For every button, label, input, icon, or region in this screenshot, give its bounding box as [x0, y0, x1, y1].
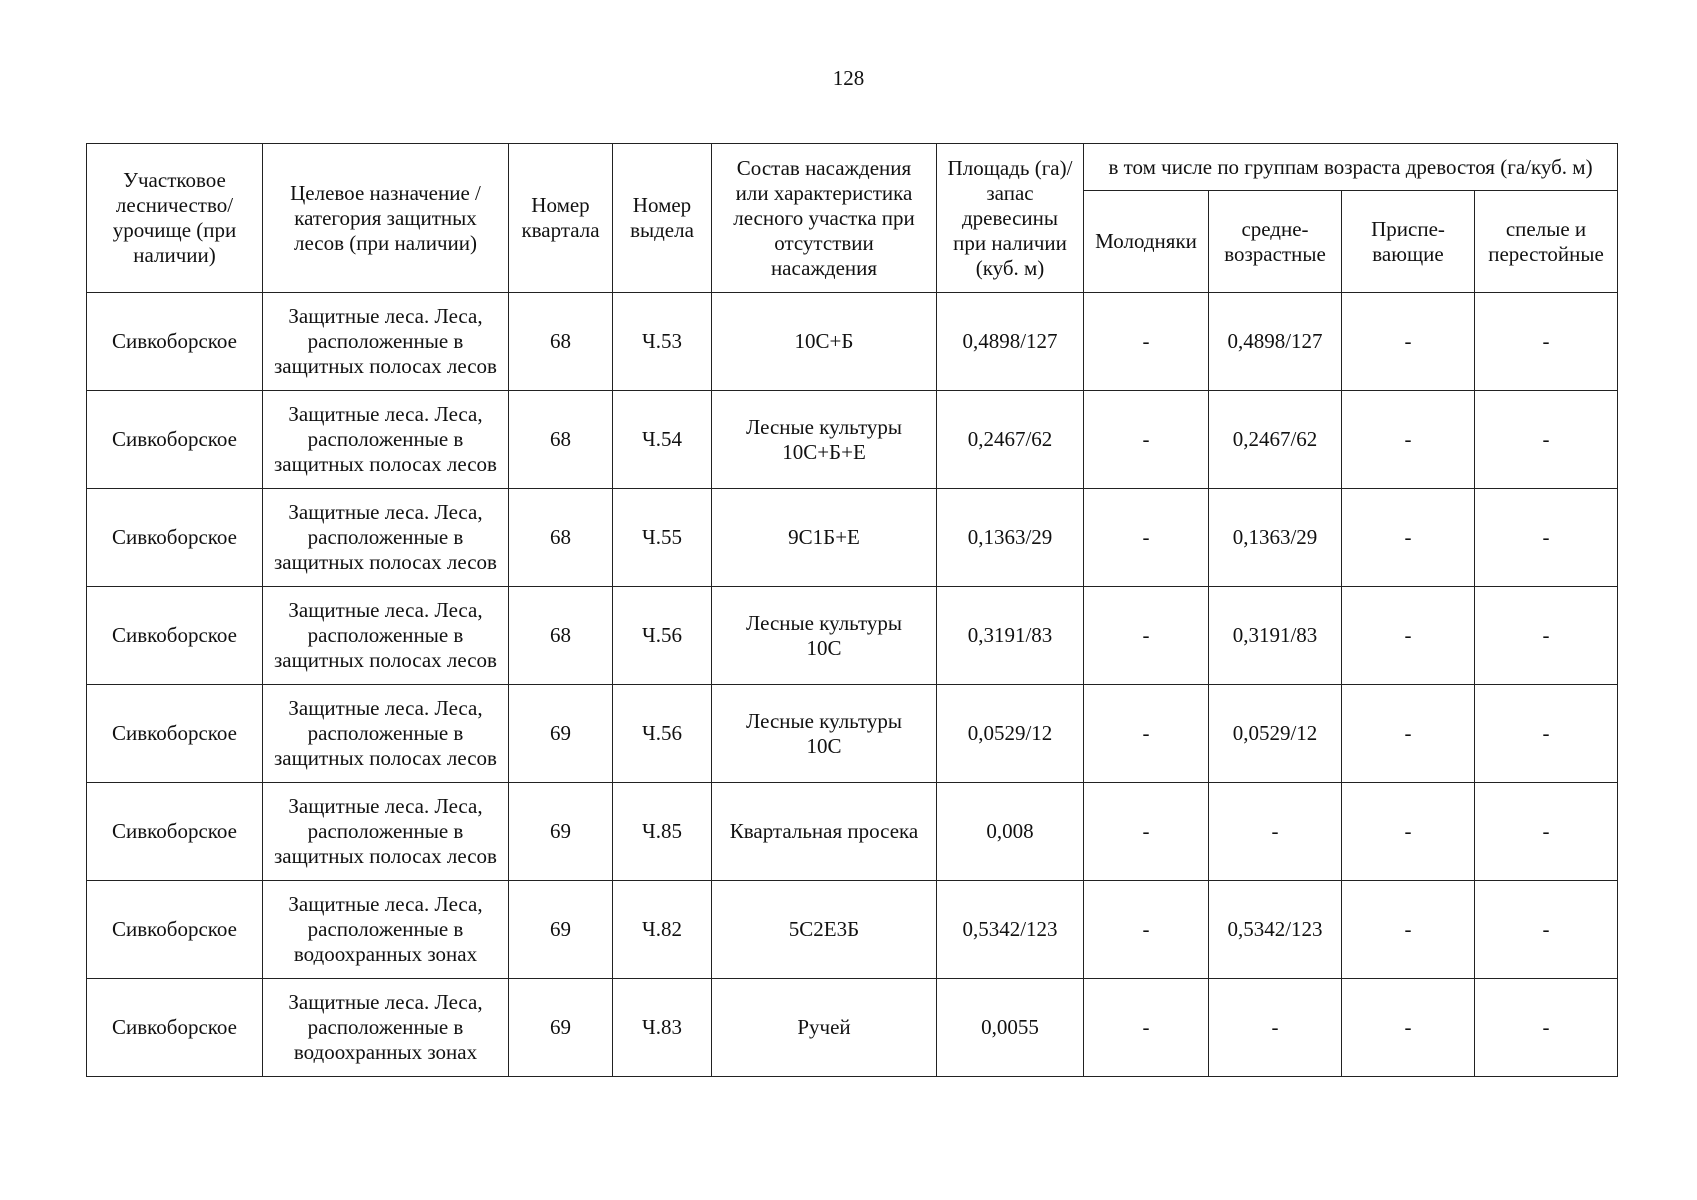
cell-middle: - — [1209, 783, 1342, 881]
forest-plots-table — [86, 143, 1618, 1077]
cell-young: - — [1084, 391, 1209, 489]
cell-mature: - — [1475, 489, 1618, 587]
cell-composition: 9С1Б+Е — [712, 489, 937, 587]
table-body — [87, 293, 1618, 1077]
table-row — [87, 293, 1618, 391]
cell-mature: - — [1475, 293, 1618, 391]
cell-quarter: 68 — [509, 489, 613, 587]
cell-purpose: Защитные леса. Леса, расположенные в защитных полосах лесов — [263, 783, 509, 881]
cell-maturing: - — [1342, 783, 1475, 881]
header-purpose: Целевое назначение / категория защитных лесов (при наличии) — [263, 144, 509, 293]
cell-mature: - — [1475, 685, 1618, 783]
header-site: Участковое лесничество/ урочище (при наличии) — [87, 144, 263, 293]
cell-purpose: Защитные леса. Леса, расположенные в водоохранных зонах — [263, 881, 509, 979]
cell-composition: Лесные культуры 10С — [712, 685, 937, 783]
cell-maturing: - — [1342, 293, 1475, 391]
cell-section: Ч.56 — [613, 685, 712, 783]
page-number: 128 — [832, 66, 865, 90]
header-age-group: в том числе по группам возраста древостоя (га/куб. м) — [1084, 144, 1618, 191]
table-row — [87, 979, 1618, 1077]
cell-section: Ч.54 — [613, 391, 712, 489]
cell-mature: - — [1475, 587, 1618, 685]
cell-maturing: - — [1342, 587, 1475, 685]
cell-mature: - — [1475, 783, 1618, 881]
cell-site: Сивкоборское — [87, 489, 263, 587]
cell-maturing: - — [1342, 489, 1475, 587]
cell-middle: 0,3191/83 — [1209, 587, 1342, 685]
cell-composition: Лесные культуры 10С — [712, 587, 937, 685]
cell-site: Сивкоборское — [87, 293, 263, 391]
table-row — [87, 881, 1618, 979]
cell-area: 0,3191/83 — [937, 587, 1084, 685]
header-young: Молодняки — [1084, 191, 1209, 293]
cell-middle: 0,0529/12 — [1209, 685, 1342, 783]
cell-middle: 0,2467/62 — [1209, 391, 1342, 489]
cell-site: Сивкоборское — [87, 391, 263, 489]
cell-young: - — [1084, 881, 1209, 979]
cell-area: 0,0529/12 — [937, 685, 1084, 783]
cell-maturing: - — [1342, 685, 1475, 783]
cell-area: 0,2467/62 — [937, 391, 1084, 489]
cell-section: Ч.56 — [613, 587, 712, 685]
cell-purpose: Защитные леса. Леса, расположенные в защитных полосах лесов — [263, 489, 509, 587]
cell-quarter: 68 — [509, 391, 613, 489]
cell-section: Ч.83 — [613, 979, 712, 1077]
header-area: Площадь (га)/ запас древесины при наличии (куб. м) — [937, 144, 1084, 293]
cell-area: 0,5342/123 — [937, 881, 1084, 979]
cell-site: Сивкоборское — [87, 979, 263, 1077]
cell-middle: 0,5342/123 — [1209, 881, 1342, 979]
table-row — [87, 685, 1618, 783]
cell-purpose: Защитные леса. Леса, расположенные в защитных полосах лесов — [263, 293, 509, 391]
cell-mature: - — [1475, 391, 1618, 489]
cell-section: Ч.85 — [613, 783, 712, 881]
cell-quarter: 69 — [509, 979, 613, 1077]
cell-composition: 5С2Е3Б — [712, 881, 937, 979]
cell-young: - — [1084, 489, 1209, 587]
cell-quarter: 68 — [509, 587, 613, 685]
header-maturing: Приспе- вающие — [1342, 191, 1475, 293]
cell-mature: - — [1475, 881, 1618, 979]
cell-site: Сивкоборское — [87, 587, 263, 685]
cell-area: 0,4898/127 — [937, 293, 1084, 391]
cell-composition: Лесные культуры 10С+Б+Е — [712, 391, 937, 489]
cell-section: Ч.55 — [613, 489, 712, 587]
cell-purpose: Защитные леса. Леса, расположенные в защитных полосах лесов — [263, 587, 509, 685]
cell-young: - — [1084, 979, 1209, 1077]
cell-young: - — [1084, 685, 1209, 783]
cell-purpose: Защитные леса. Леса, расположенные в защитных полосах лесов — [263, 391, 509, 489]
cell-composition: 10С+Б — [712, 293, 937, 391]
cell-middle: 0,4898/127 — [1209, 293, 1342, 391]
table-row — [87, 783, 1618, 881]
cell-maturing: - — [1342, 391, 1475, 489]
cell-young: - — [1084, 293, 1209, 391]
cell-composition: Ручей — [712, 979, 937, 1077]
cell-middle: - — [1209, 979, 1342, 1077]
cell-maturing: - — [1342, 979, 1475, 1077]
table-row — [87, 391, 1618, 489]
cell-quarter: 68 — [509, 293, 613, 391]
cell-quarter: 69 — [509, 685, 613, 783]
cell-area: 0,1363/29 — [937, 489, 1084, 587]
cell-quarter: 69 — [509, 783, 613, 881]
cell-site: Сивкоборское — [87, 881, 263, 979]
cell-area: 0,008 — [937, 783, 1084, 881]
header-middle: средне- возрастные — [1209, 191, 1342, 293]
table-row — [87, 489, 1618, 587]
cell-purpose: Защитные леса. Леса, расположенные в защитных полосах лесов — [263, 685, 509, 783]
header-section: Номер выдела — [613, 144, 712, 293]
cell-quarter: 69 — [509, 881, 613, 979]
header-quarter: Номер квартала — [509, 144, 613, 293]
cell-site: Сивкоборское — [87, 783, 263, 881]
cell-maturing: - — [1342, 881, 1475, 979]
header-mature: спелые и перестойные — [1475, 191, 1618, 293]
cell-area: 0,0055 — [937, 979, 1084, 1077]
cell-young: - — [1084, 783, 1209, 881]
cell-mature: - — [1475, 979, 1618, 1077]
cell-site: Сивкоборское — [87, 685, 263, 783]
table-row — [87, 587, 1618, 685]
cell-section: Ч.53 — [613, 293, 712, 391]
cell-composition: Квартальная просека — [712, 783, 937, 881]
cell-middle: 0,1363/29 — [1209, 489, 1342, 587]
cell-section: Ч.82 — [613, 881, 712, 979]
cell-young: - — [1084, 587, 1209, 685]
header-composition: Состав насаждения или характеристика лесного участка при отсутствии насаждения — [712, 144, 937, 293]
cell-purpose: Защитные леса. Леса, расположенные в водоохранных зонах — [263, 979, 509, 1077]
